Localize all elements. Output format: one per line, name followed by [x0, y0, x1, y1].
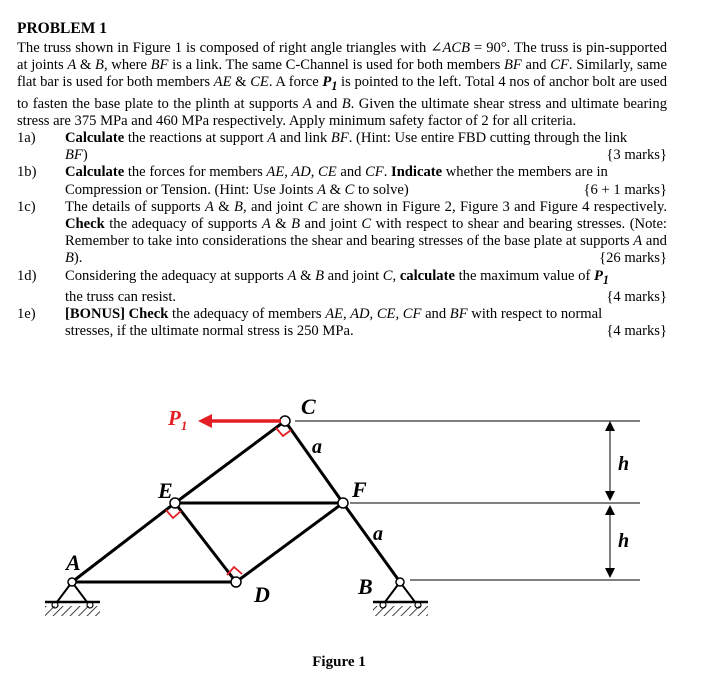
truss-figure	[0, 380, 714, 678]
force-p1-label: $P_1$	[168, 406, 188, 433]
member-FB	[343, 503, 400, 582]
problem-text	[17, 20, 667, 340]
label-a: A	[66, 550, 81, 575]
marks: {3 marks}	[606, 147, 667, 164]
question-1e: 1e) [BONUS] Check the adequacy of members AE, AD, CE, CF and BF with respect to normal stresses, if the ultimate normal stress is 250 MPa. {4 marks}	[17, 305, 667, 340]
label-h-top: h	[618, 453, 630, 475]
label-e: E	[158, 478, 173, 503]
problem-title: PROBLEM 1	[17, 20, 107, 37]
marks: {4 marks}	[606, 323, 667, 340]
member-ED	[175, 503, 236, 582]
marks: {26 marks}	[599, 250, 667, 267]
label-c: C	[301, 394, 316, 419]
question-label: 1e)	[17, 305, 36, 322]
figure-caption: Figure 1	[312, 654, 366, 670]
member-EC	[175, 421, 285, 503]
force-p1-arrow	[198, 414, 281, 428]
label-a-top: a	[312, 436, 322, 458]
label-f: F	[352, 477, 367, 502]
joint-labels	[64, 394, 373, 607]
label-h-bottom: h	[618, 530, 630, 552]
question-1c: 1c) The details of supports A & B, and joint C are shown in Figure 2, Figure 3 and Figure 4 respectively. Check the adequacy of supports A & B and joint C with respect to shear and bearing stresses. (Note: Remember to take into considerations the shear and bearing stresses of the base plate at supports A and B). {26 marks}	[17, 198, 668, 267]
support-b-icon	[373, 578, 428, 616]
question-1d: 1d) Considering the adequacy at supports A & B and joint C, calculate the maximum value of $P_1$ the truss can resist. {4 marks}	[17, 267, 667, 305]
question-1a: 1a) Calculate the reactions at support A and link BF. (Hint: Use entire FBD cutting through the link BF) {3 marks}	[17, 129, 667, 164]
label-d: D	[254, 582, 270, 607]
member-DF	[236, 503, 343, 582]
question-label: 1c)	[17, 198, 36, 215]
problem-intro: The truss shown in Figure 1 is composed of right angle triangles with ∠ACB = 90°. The truss is pin-supported at joints A & B, where BF is a link. The same C-Channel is used for both members BF and CF. Similarly, same flat bar is used for both members AE & CE. A force $P_1$ is pointed to the left. Total 4 nos of anchor bolt are used to fasten the base plate to the plinth at supports A and B. Given the ultimate shear stress and ultimate bearing stress are 375 MPa and 460 MPa respectively. Apply minimum safety factor of 2 for all criteria.	[17, 40, 668, 129]
truss-members	[72, 421, 400, 582]
question-label: 1a)	[17, 129, 36, 146]
support-a-icon	[45, 578, 100, 616]
question-label: 1d)	[17, 267, 37, 284]
marks: {4 marks}	[606, 288, 667, 305]
question-label: 1b)	[17, 164, 37, 181]
marks: {6 + 1 marks}	[583, 181, 667, 198]
member-CF	[285, 421, 343, 503]
member-AE	[72, 503, 175, 582]
question-1b: 1b) Calculate the forces for members AE, AD, CE and CF. Indicate whether the members are in Compression or Tension. (Hint: Use Joints A & C to solve) {6 + 1 marks}	[17, 164, 667, 198]
label-b: B	[358, 574, 373, 599]
label-a-bottom: a	[373, 523, 383, 545]
